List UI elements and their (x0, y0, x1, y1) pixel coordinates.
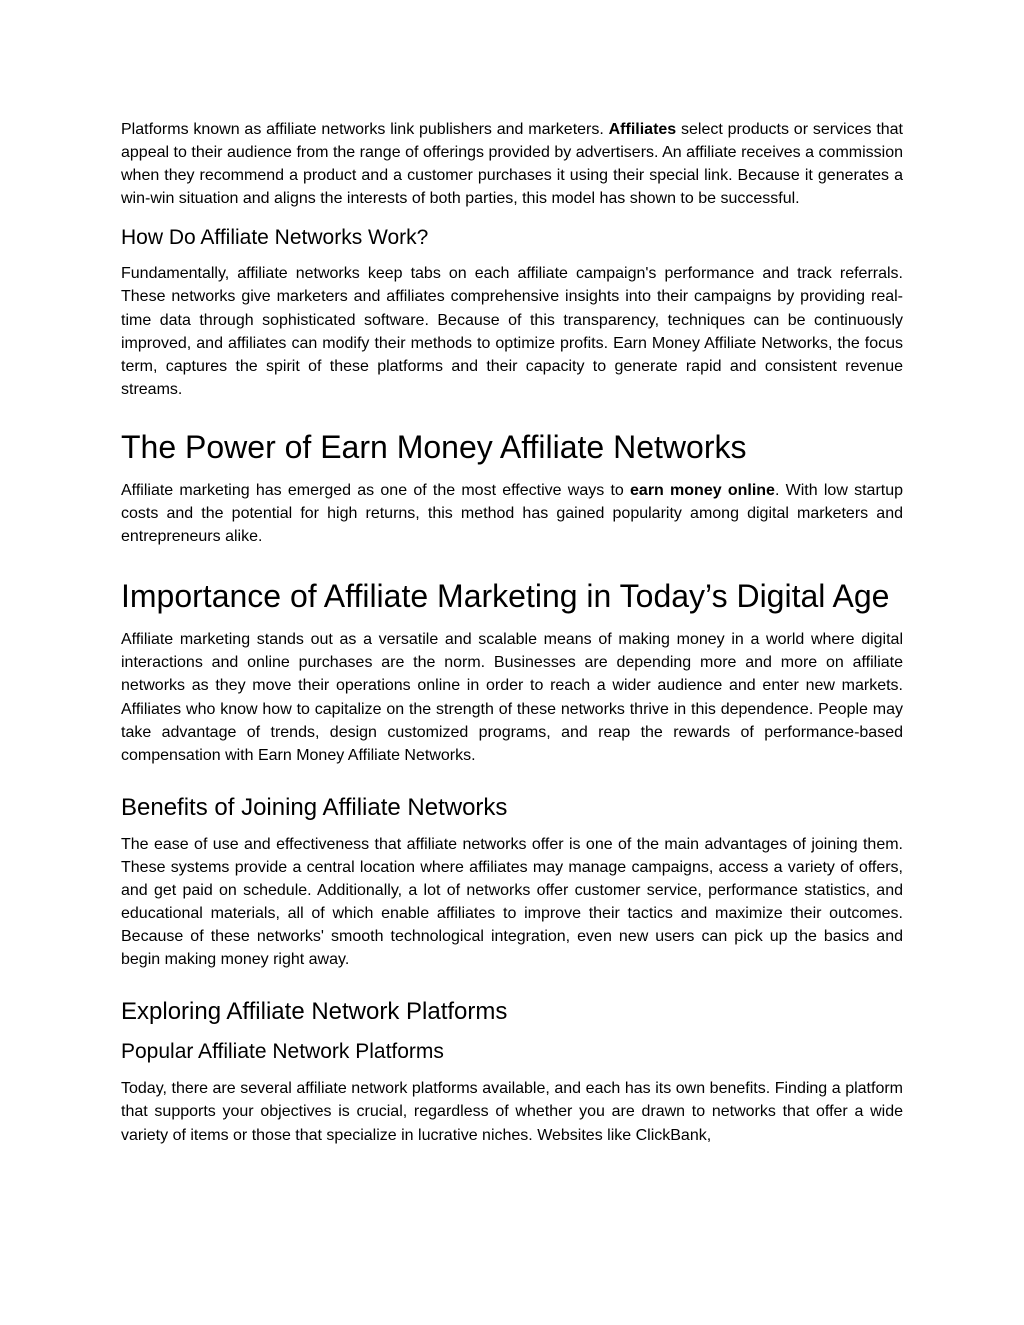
heading-exploring-platforms: Exploring Affiliate Network Platforms (121, 998, 508, 1026)
intro-paragraph (121, 118, 903, 210)
intro-text-b: select products or services that appeal to their audience from the range of offerings provided by advertisers. An affiliate receives a commission when they recommend a product and a customer purchases it using their special link. Because it generates a win-win situation and aligns the interests of both parties, this model has shown to be successful. (121, 121, 904, 208)
power-text-a: Affiliate marketing has emerged as one of the most effective ways to (121, 481, 631, 499)
importance-paragraph: Affiliate marketing stands out as a versatile and scalable means of making money in a world where digital interactions and online purchases are the norm. Businesses are depending more and more on affiliate networks as they move their operations online in order to reach a wider audience and enter new markets. Affiliates who know how to capitalize on the strength of these networks thrive in this dependence. People may take advantage of trends, design customized programs, and reap the rewards of performance-based compensation with Earn Money Affiliate Networks. (121, 631, 903, 764)
benefits-paragraph: The ease of use and effectiveness that affiliate networks offer is one of the main advantages of joining them. These systems provide a central location where affiliates may manage campaigns, access a variety of offers, and get paid on schedule. Additionally, a lot of networks offer customer service, performance statistics, and educational materials, all of which enable affiliates to improve their tactics and maximize their outcomes. Because of these networks' smooth technological integration, even new users can pick up the basics and begin making money right away. (121, 835, 903, 969)
how-networks-work-paragraph: Fundamentally, affiliate networks keep tabs on each affiliate campaign's performance and track referrals. These networks give marketers and affiliates comprehensive insights into their campaigns by providing real-time data through sophisticated software. Because of this transparency, techniques can be continuously improved, and affiliates can modify their methods to optimize profits. Earn Money Affiliate Networks, the focus term, captures the spirit of these platforms and their capacity to generate rapid and consistent revenue streams. (121, 265, 903, 398)
document-page (121, 118, 903, 1147)
popular-platforms-paragraph: Today, there are several affiliate network platforms available, and each has its own benefits. Finding a platform that supports your objectives is crucial, regardless of whether you are drawn to networks that offer a wide variety of items or those that specialize in lucrative niches. Websites like ClickBank, (121, 1080, 903, 1144)
power-text-b: . With low startup costs and the potential for high returns, this method has gained popularity among digital marketers and entrepreneurs alike. (121, 481, 904, 546)
power-bold-earn-money-online: earn money online (630, 481, 775, 499)
heading-importance: Importance of Affiliate Marketing in Today’s Digital Age (121, 578, 890, 615)
heading-popular-platforms: Popular Affiliate Network Platforms (121, 1040, 444, 1064)
heading-power-of-networks: The Power of Earn Money Affiliate Networks (121, 428, 747, 465)
heading-benefits: Benefits of Joining Affiliate Networks (121, 793, 508, 821)
intro-text-a: Platforms known as affiliate networks link publishers and marketers. (121, 121, 609, 138)
heading-how-networks-work: How Do Affiliate Networks Work? (121, 226, 429, 250)
intro-bold-affiliates: Affiliates (608, 121, 677, 138)
power-paragraph (121, 479, 903, 548)
